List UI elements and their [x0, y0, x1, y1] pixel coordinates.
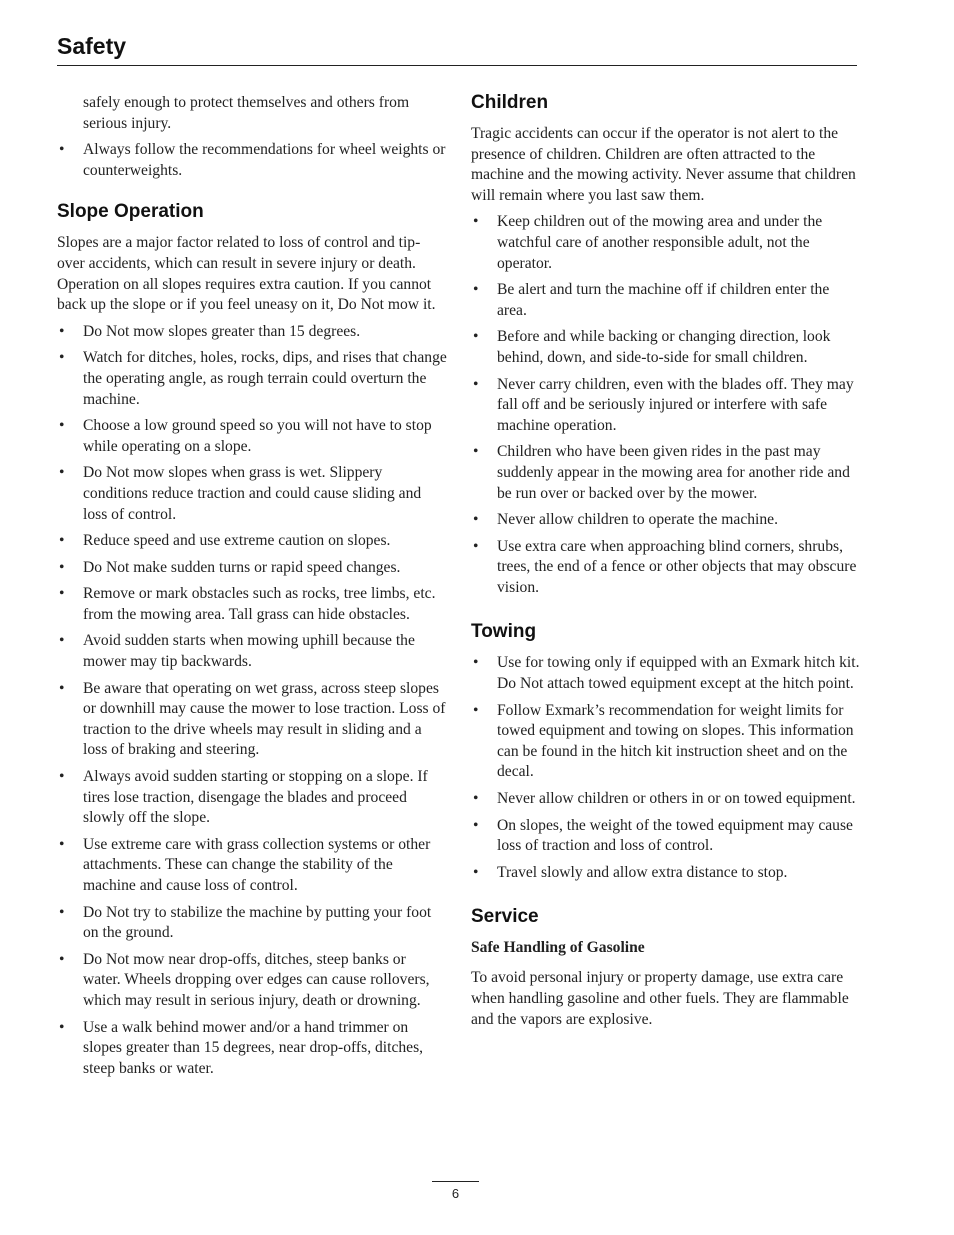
list-item	[471, 863, 861, 884]
list-item-text: Be aware that operating on wet grass, across steep slopes or downhill may cause the mower to lose traction. Loss of traction to the drive wheels may result in sliding and a loss of braking and steering.	[83, 679, 446, 759]
bullet-marker: •	[59, 585, 65, 603]
service-paragraph: To avoid personal injury or property damage, use extra care when handling gasoline and other fuels. They are flammable and the vapors are explosive.	[471, 969, 849, 1028]
list-item	[471, 442, 861, 504]
bullet-marker: •	[473, 511, 479, 529]
list-item	[57, 950, 447, 1012]
children-heading: Children	[471, 92, 549, 113]
bullet-marker: •	[59, 679, 65, 697]
list-item	[57, 416, 447, 457]
title-rule	[57, 65, 857, 66]
list-item	[471, 537, 861, 599]
list-item-text: Do Not make sudden turns or rapid speed changes.	[83, 558, 401, 576]
towing-bullet-list	[471, 653, 861, 883]
list-item	[57, 631, 447, 672]
list-item-text: Children who have been given rides in the past may suddenly appear in the mowing area for another ride and be run over or backed over by the mower.	[497, 443, 850, 502]
list-item	[57, 322, 447, 343]
towing-heading: Towing	[471, 621, 537, 643]
bullet-marker: •	[473, 790, 479, 808]
list-item-text: On slopes, the weight of the towed equipment may cause loss of traction and loss of control.	[497, 816, 853, 855]
list-item-text: Do Not try to stabilize the machine by putting your foot on the ground.	[83, 903, 432, 942]
list-item-text: Keep children out of the mowing area and under the watchful care of another responsible adult, not the operator.	[497, 213, 823, 272]
bullet-marker: •	[59, 532, 65, 550]
bullet-marker: •	[473, 213, 479, 231]
list-item-text: Use a walk behind mower and/or a hand trimmer on slopes greater than 15 degrees, near drop-offs, ditches, steep banks or water.	[83, 1018, 424, 1077]
slope-operation-paragraph: Slopes are a major factor related to loss of control and tip-over accidents, which can result in severe injury or death. Operation on all slopes requires extra caution. If you cannot back up the slope or if you feel uneasy on it, Do Not mow it.	[57, 234, 436, 314]
list-item	[57, 348, 447, 410]
bullet-marker: •	[59, 768, 65, 786]
list-item	[471, 653, 861, 694]
list-item	[471, 212, 861, 274]
bullet-marker: •	[473, 281, 479, 299]
page-number: 6	[451, 1186, 460, 1201]
list-item	[471, 510, 861, 531]
list-item-text: Remove or mark obstacles such as rocks, tree limbs, etc. from the mowing area. Tall grass can hide obstacles.	[83, 585, 436, 623]
service-heading: Service	[471, 906, 539, 928]
list-item-text: Follow Exmark’s recommendation for weight limits for towed equipment and towing on slopes. This information can be found in the hitch kit instruction sheet and on the decal.	[497, 701, 854, 781]
list-item	[57, 531, 447, 552]
list-item	[57, 463, 447, 525]
list-item	[471, 816, 861, 857]
list-item-text: Travel slowly and allow extra distance to stop.	[497, 863, 788, 881]
page-title: Safety	[57, 33, 127, 59]
list-item-text: Never allow children or others in or on towed equipment.	[497, 790, 856, 808]
list-item	[57, 140, 447, 181]
list-item	[57, 584, 447, 625]
list-item	[471, 280, 861, 321]
list-item-text: Be alert and turn the machine off if children enter the area.	[497, 281, 830, 319]
children-paragraph: Tragic accidents can occur if the operator is not alert to the presence of children. Children are often attracted to the machine and the mowing activity. Never assume that children will remain where you last saw them.	[471, 125, 856, 204]
list-item-text: Use extra care when approaching blind corners, shrubs, trees, the end of a fence or other objects that may obscure vision.	[497, 537, 857, 596]
bullet-marker: •	[59, 903, 65, 921]
children-bullet-list	[471, 212, 861, 598]
bullet-marker: •	[59, 1018, 65, 1036]
list-item	[57, 835, 447, 897]
list-item	[57, 903, 447, 944]
bullet-marker: •	[473, 654, 479, 672]
bullet-marker: •	[59, 464, 65, 482]
list-item-text: Before and while backing or changing direction, look behind, down, and side-to-side for small children.	[497, 328, 831, 366]
bullet-marker: •	[59, 141, 65, 159]
list-item	[57, 1018, 447, 1080]
list-item-text: Reduce speed and use extreme caution on slopes.	[83, 532, 391, 550]
list-item	[471, 375, 861, 437]
list-item-text: Do Not mow slopes greater than 15 degrees.	[83, 322, 361, 340]
footer-rule	[432, 1181, 479, 1182]
bullet-marker: •	[59, 322, 65, 340]
list-item	[57, 558, 447, 579]
list-item	[57, 767, 447, 829]
slope-operation-heading: Slope Operation	[57, 201, 204, 223]
list-item	[57, 679, 447, 761]
list-item-text: Use extreme care with grass collection systems or other attachments. These can change the stability of the machine and cause loss of control.	[83, 835, 431, 894]
right-column	[471, 91, 861, 1036]
list-item-text: Always follow the recommendations for wheel weights or counterweights.	[83, 141, 446, 179]
bullet-marker: •	[473, 863, 479, 881]
bullet-marker: •	[473, 816, 479, 834]
bullet-marker: •	[473, 375, 479, 393]
bullet-marker: •	[59, 950, 65, 968]
list-item	[471, 789, 861, 810]
bullet-marker: •	[59, 835, 65, 853]
bullet-marker: •	[59, 349, 65, 367]
list-item-text: Never allow children to operate the machine.	[497, 511, 778, 529]
bullet-marker: •	[473, 537, 479, 555]
bullet-marker: •	[59, 417, 65, 435]
intro-bullet-list	[57, 140, 447, 181]
bullet-marker: •	[473, 701, 479, 719]
list-item-text: Choose a low ground speed so you will not have to stop while operating on a slope.	[83, 417, 432, 455]
list-item	[471, 701, 861, 783]
slope-bullet-list	[57, 322, 447, 1080]
list-item-text: Never carry children, even with the blades off. They may fall off and be seriously injured or interfere with safe machine operation.	[497, 375, 854, 434]
list-item-text: Avoid sudden starts when mowing uphill because the mower may tip backwards.	[83, 632, 415, 671]
list-item-text: Use for towing only if equipped with an Exmark hitch kit. Do Not attach towed equipment except at the hitch point.	[497, 654, 860, 693]
left-column	[57, 93, 447, 1085]
bullet-marker: •	[473, 328, 479, 346]
list-item-text: Do Not mow slopes when grass is wet. Slippery conditions reduce traction and could cause sliding and loss of control.	[83, 464, 422, 523]
safe-handling-gasoline-subheading: Safe Handling of Gasoline	[471, 939, 645, 957]
list-item-text: Always avoid sudden starting or stopping on a slope. If tires lose traction, disengage the blades and proceed slowly off the slope.	[83, 768, 428, 827]
bullet-marker: •	[473, 443, 479, 461]
list-item-text: Watch for ditches, holes, rocks, dips, and rises that change the operating angle, as rough terrain could overturn the machine.	[83, 349, 447, 408]
bullet-marker: •	[59, 558, 65, 576]
list-item-text: Do Not mow near drop-offs, ditches, steep banks or water. Wheels dropping over edges can cause rollovers, which may result in serious injury, death or drowning.	[83, 950, 430, 1009]
bullet-marker: •	[59, 632, 65, 650]
continuation-text: safely enough to protect themselves and others from serious injury.	[83, 94, 410, 132]
list-item	[471, 327, 861, 368]
